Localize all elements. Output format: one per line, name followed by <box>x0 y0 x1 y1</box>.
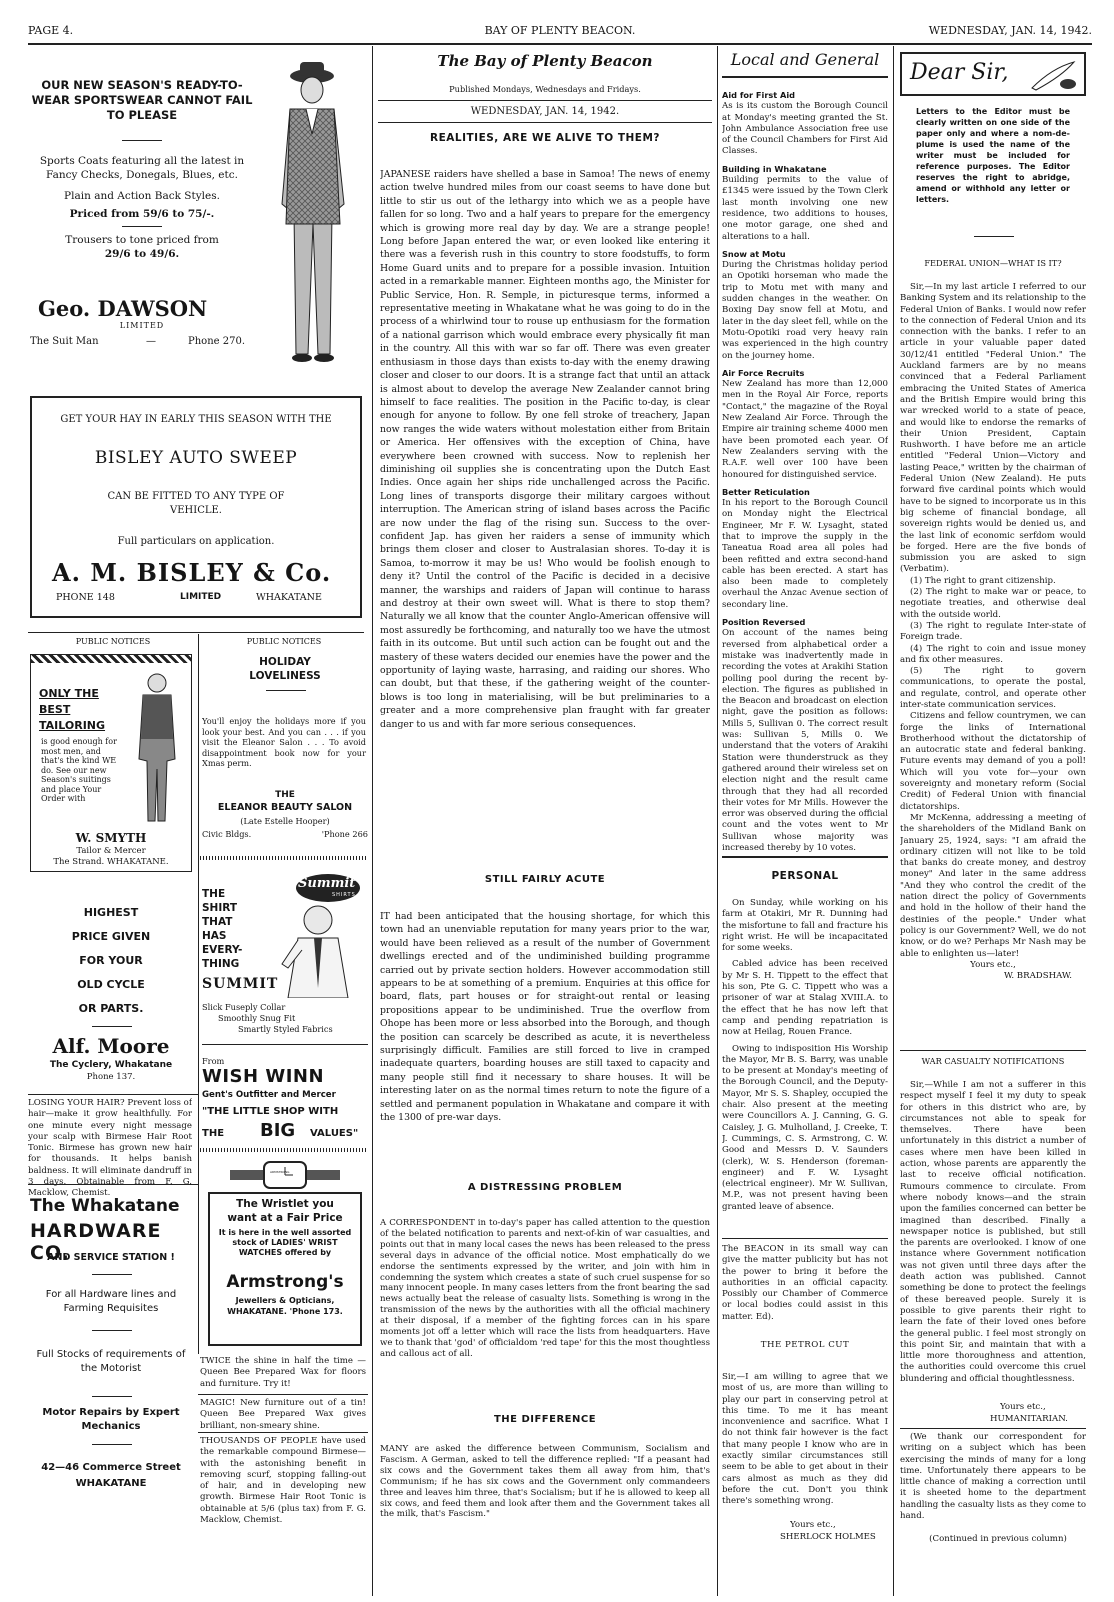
moore-sub: The Cyclery, Whakatane <box>49 1060 173 1070</box>
winn-word-1: THE <box>202 888 226 900</box>
watch-label: ARMSTRONG <box>270 1170 290 1174</box>
war-yours: Yours etc., <box>1000 1402 1046 1412</box>
editorial-date: WEDNESDAY, JAN. 14, 1942. <box>470 106 620 117</box>
personal-item: On Sunday, while working on his farm at Otakiri, Mr R. Dunning had the misfortune to fall and fracture his right wrist. He will be incapacitated for some weeks. <box>722 898 888 954</box>
heading-petrol: THE PETROL CUT <box>760 1340 850 1350</box>
dawson-short-rule <box>122 140 162 141</box>
smyth-addr: The Strand. WHAKATANE. <box>53 857 169 867</box>
hardware-rule-a <box>92 1274 132 1275</box>
bisley-line-4: Full particulars on application. <box>117 536 275 547</box>
dawson-phone: Phone 270. <box>188 336 245 347</box>
moore-line-1: HIGHEST <box>83 906 139 919</box>
quill-pen-icon <box>1028 58 1078 92</box>
bisley-limited: LIMITED <box>180 592 222 602</box>
salon-rule <box>266 690 306 691</box>
winn-detail-3: Smartly Styled Fabrics <box>238 1024 333 1034</box>
letters-intro: Letters to the Editor must be clearly written on one side of the paper only and where a nom-de-plume is used the name of the writer must be included for reference purposes. The Editor reserves the right to abridge, amend or withhold any letter or letters. <box>916 107 1070 204</box>
smyth-line-1: ONLY THE <box>39 687 99 700</box>
moore-name: Alf. Moore <box>52 1034 170 1058</box>
twice-notice: TWICE the shine in half the time —Queen Bee Prepared Wax for floors and furniture. Try it! <box>200 1356 366 1389</box>
moore-line-4: OLD CYCLE <box>77 978 145 991</box>
letter-paragraph: Mr McKenna, addressing a meeting of the shareholders of the Midland Bank on January 25, 1924, says: "I am afraid the ordinary citizen will not like to be told that banks do create money, and destroy money" And later in the same address "And they who control the credit of the nation direct the policy of Governments and hold in the hollow of their hand the destinies of the people." Under what policy is our Government? Well, we do not know, or do we? Perhaps Mr Nash may be able to enlighten us—later! <box>900 812 1086 959</box>
page-header <box>28 24 1092 42</box>
item-heading: Air Force Recruits <box>722 367 805 378</box>
man-in-suit-illustration <box>260 54 360 370</box>
bisley-line-1: GET YOUR HAY IN EARLY THIS SEASON WITH THE <box>60 414 332 425</box>
twice-rule <box>198 1394 368 1395</box>
editorial-date-rule <box>378 122 712 123</box>
salon-body: You'll enjoy the holidays more if you look your best. And you can . . . if you visit the Eleanor Salon . . . To avoid disappointment book now for your Xmas perm. <box>202 716 366 768</box>
dawson-line-3: Priced from 59/6 to 75/-. <box>69 208 215 220</box>
winn-from: From <box>202 1056 225 1066</box>
armstrong-town: WHAKATANE. 'Phone 173. <box>227 1307 343 1316</box>
salon-civic: Civic Bldgs. <box>202 829 252 839</box>
hardware-line-7: 42—46 Commerce Street <box>41 1462 181 1473</box>
letter-signature: W. BRADSHAW. <box>1004 971 1072 982</box>
dear-sir-script: Dear Sir, <box>910 60 1009 85</box>
public-notices-label-2: PUBLIC NOTICES <box>246 637 322 646</box>
winn-word-3: THAT <box>202 916 233 928</box>
bisley-line-2: BISLEY AUTO SWEEP <box>94 448 298 468</box>
winn-brand: SUMMIT <box>202 976 279 992</box>
armstrong-heading-1: The Wristlet you <box>236 1198 334 1210</box>
header-date: WEDNESDAY, JAN. 14, 1942. <box>928 24 1092 37</box>
moore-rule <box>92 1026 132 1027</box>
moore-line-2: PRICE GIVEN <box>71 930 151 943</box>
hair-notice: LOSING YOUR HAIR? Prevent loss of hair—make it grow healthfully. For one minute every night message your scalp with Birmese Hair Root Tonic. Birmese has grown new hair for thousands. It helps banish baldness. It will eliminate dandruff in 3 days. Obtainable from F. G. Macklow, Chemist. <box>28 1098 192 1199</box>
item-body: Building permits to the value of £1345 were issued by the Town Clerk last month involving one new residence, two additions to houses, one motor garage, one shed and alterations to a hall. <box>722 175 888 242</box>
dawson-name: Geo. DAWSON <box>38 296 208 321</box>
winn-word-5: EVERY- <box>202 944 243 956</box>
smyth-ad <box>30 654 192 872</box>
hardware-rule-c <box>92 1396 132 1397</box>
hardware-line-3: AND SERVICE STATION ! <box>47 1252 175 1263</box>
letter-paragraph: Sir,—In my last article I referred to our Banking System and its relationship to the Federal Union of Banks. I would now refer to the connection of Federal Union and its connection with the banks. I refer to an article in your valuable paper dated 30/12/41 entitled "Federal Union." The Auckland farmers are by no means convinced that a Federal Parliament embracing the United States of America and the British Empire would bring this war wrecked world to a state of peace, and would like to endorse the remarks of their Union President, Captain Rushworth. I have before me an article entitled "Federal Union—Victory and lasting Peace," written by the chairman of Federal Union (New Zealand). He puts forward five cardinal points which would have to be signed to incorporate us in this big scheme of financial bondage, all sovereign rights would be denied us, and the last link of economic serfdom would be forged. Here are the five bonds of submission you are asked to sign (Verbatim). <box>900 282 1086 575</box>
smyth-line-3: TAILORING <box>39 719 106 732</box>
notices-divider <box>198 634 199 1354</box>
winn-sub: Gent's Outfitter and Mercer <box>202 1090 336 1100</box>
hardware-line-5: Full Stocks of requirements of the Motorist <box>36 1349 186 1374</box>
dawson-ad <box>28 50 364 370</box>
armstrong-sub: Jewellers & Opticians, <box>235 1296 335 1305</box>
heading-acute: STILL FAIRLY ACUTE <box>484 874 606 885</box>
hardware-line-1: The Whakatane <box>30 1196 180 1216</box>
winn-ad <box>202 866 368 1162</box>
editor-note: The BEACON in its small way can give the matter publicity but has not the power to bring it before the authorities in an official capacity. Possibly our Chamber of Commerce or local bodies could assist in this matter. Ed). <box>722 1244 888 1322</box>
salon-the: THE <box>275 790 295 800</box>
smyth-body: is good enough for most men, and that's the kind WE do. See our new Season's suitings and place Your Order with <box>41 737 117 803</box>
letter-paragraph: (2) The right to make war or peace, to negotiate treaties, and otherwise deal with the outside world. <box>900 587 1086 620</box>
magic-notice: MAGIC! New furniture out of a tin! Queen Bee Prepared Wax gives brilliant, non-smeary shine. <box>200 1398 366 1431</box>
editorial-realities: JAPANESE raiders have shelled a base in Samoa! The news of enemy action twelve hundred miles from our coast seems to have done but little to stir us out of the lethargy into which we as a people have fallen for so long. Two and a half years to prepare for the emergency which is growing more real day by day. We are a strange people! Long before Japan entered the war, or even looked like entering it there was a feverish rush in this country to store foodstuffs, to form Home Guard units and to prepare for a possible invasion. Intuition acted in a remarkable manner. Eighteen months ago, the Minister for Public Service, Hon. R. Semple, in picturesque terms, informed a representative meeting in Whakatane what he was going to do in the process of a whirlwind tour to rouse up enthusiasm for the formation of a national garrison which would embrace every physically fit man in the country. All this with war so far off. There was even greater enthusiasm in those days than exists to-day with the enemy drawing closer and closer to our doors. It is a strange fact that until an attack is almost about to develop the average New Zealander cannot bring himself to face realities. The position in the Pacific to-day, is clear enough for anyone to follow. By one fell stroke of treachery, Japan now ranges the wide waters without molestation either from Britain or America. Her offensives with the exception of China, have everywhere been crowned with success. Now to replenish her diminishing oil supplies she is concentrating upon the Dutch East Indies. Once again her ships ride unchallenged across the Pacific. Long lines of transports disgorge their military cargoes without interruption. The American string of island bases across the Pacific are now under the flag of the rising sun. Success to the over-confident Jap. has given her raiders a sense of immunity which brings them closer and closer to Australasian shores. To-day it is Samoa, to-morrow it may be us! Who would be foolish enough to deny it? Until the control of the Pacific is decided in a decisive manner, the warships and raiders of Japan will continue to harass and destroy at their own sweet will. What is there to stop them? Naturally we all know that the counter Anglo-American offensive will most assuredly be forthcoming, and naturally too we have the utmost faith in its outcome. But until such action can be fought out and the mastery of these waters decided our enemies have the power and the opportunity of laying waste, harrasing, and raiding our shores. Who can doubt, but that these, if the gathering weight of the counter-blows is too long in materialising, will be but preliminaries to a greater and a more comprehensive plan fraught with far greater danger to us and with far more serious consequences. <box>380 169 710 730</box>
bisley-line-3: CAN BE FITTED TO ANY TYPE OF VEHICLE. <box>107 491 285 516</box>
winn-logo: Summit <box>298 876 356 891</box>
winn-detail-2: Smoothly Snug Fit <box>218 1013 296 1023</box>
note-rule <box>722 1238 888 1239</box>
moore-line-3: FOR YOUR <box>79 954 143 967</box>
bisley-ad <box>30 396 362 618</box>
item-heading: Position Reversed <box>722 617 806 628</box>
dawson-dash: — <box>146 336 156 347</box>
page-number: PAGE 4. <box>28 24 74 37</box>
petrol-signature: SHERLOCK HOLMES <box>780 1532 876 1542</box>
personal-items <box>722 898 888 1213</box>
winn-slogan-2b: BIG <box>260 1120 296 1141</box>
local-general-items <box>722 84 888 854</box>
war-signature: HUMANITARIAN. <box>990 1414 1068 1424</box>
salon-heading-2: LOVELINESS <box>249 670 321 682</box>
hardware-line-4: For all Hardware lines and Farming Requisites <box>45 1289 177 1314</box>
hair-rule <box>28 1094 198 1095</box>
column-rule-3 <box>893 46 894 1596</box>
hardware-rule <box>28 1184 198 1185</box>
item-body: On account of the names being reversed from alphabetical order a mistake was inadvertently made in recording the votes at Arakihi Station polling pool during the recent by-election. The figures as published in the Beacon and broadcast on election night, gave the position as follows: Mills 5, Sullivan 0. The correct result was: Sullivan 5, Mills 0. We understand that the voters of Arakihi Station were thunderstruck as they gathered around their wireless set on election night and the result came through that they had all recorded their votes for Mr Mills. However the error was observed during the official count and the votes went to Mr Sullivan whose majority was increased thereby by 10 votes. <box>722 628 888 853</box>
dawson-headline: OUR NEW SEASON'S READY-TO-WEAR SPORTSWEAR CANNOT FAIL TO PLEASE <box>31 78 253 122</box>
letter-paragraph: (5) The right to govern communications, to operate the postal, and regulate, control, and operate other inter-state communication services. <box>900 666 1086 710</box>
winn-slogan-1: "THE LITTLE SHOP WITH <box>202 1106 339 1117</box>
letter-paragraph: (3) The right to regulate Inter-state of Foreign trade. <box>900 620 1086 643</box>
letter-yours: Yours etc., <box>970 959 1016 970</box>
heading-difference: THE DIFFERENCE <box>493 1414 597 1425</box>
local-general-title: Local and General <box>730 50 880 69</box>
dawson-line-1: Sports Coats featuring all the latest in Fancy Checks, Donegals, Blues, etc. <box>39 155 245 181</box>
masthead-rule <box>378 100 712 101</box>
item-body: As is its custom the Borough Council at Monday's meeting granted the St. John Ambulance Association free use of the Council Chambers for First Aid Classes. <box>722 101 888 157</box>
letter-paragraph: (4) The right to coin and issue money and fix other measures. <box>900 643 1086 665</box>
hardware-line-8: WHAKATANE <box>75 1478 147 1489</box>
salon-name: ELEANOR BEAUTY SALON <box>217 802 353 813</box>
dawson-line-5: 29/6 to 49/6. <box>104 248 180 260</box>
local-title-rule <box>722 76 888 78</box>
dawson-short-rule-2 <box>122 226 162 227</box>
armstrong-ad <box>202 1156 368 1352</box>
war-letter: Sir,—While I am not a sufferer in this respect myself I feel it my duty to speak for others in this district who are, by circumstances not able to speak for themselves. There have been unfortunately in this district a number of cases where men have been killed in action, whose parents are apparently the last to receive official notification. Rumours commence to circulate. From where nobody knows—and the strain upon the families concerned can better be imagined than described. Finally a newspaper notice is published, but still the parents are overlooked. I know of one instance where Government notification was not given until three days after the death action was published. Cannot something be done to protect the feelings of these bereaved people. Surely it is possible to give parents their right to learn the fate of their loved ones before the general public. I feel most strongly on this point Sir, and maintain that with a little more thoroughness and attention, the authorities could overcome this cruel blundering and official thoughtlessness. <box>900 1080 1086 1384</box>
smyth-sub: Tailor & Mercer <box>76 846 146 856</box>
heading-war: WAR CASUALTY NOTIFICATIONS <box>921 1056 1065 1066</box>
armstrong-heading-2: want at a Fair Price <box>227 1212 343 1224</box>
heading-federal: FEDERAL UNION—WHAT IS IT? <box>924 258 1062 268</box>
item-body: In his report to the Borough Council on Monday night the Electrical Engineer, Mr F. W. Lysaght, stated that to improve the supply in the Taneatua Road area all poles had been refitted and extra second-hand cable has been erected. A start has also been made to completely overhaul the Anzac Avenue section of secondary line. <box>722 498 888 610</box>
smyth-border-top <box>31 655 191 663</box>
hardware-rule-b <box>92 1330 132 1331</box>
paper-name: BAY OF PLENTY BEACON. <box>484 24 636 37</box>
moore-ad <box>28 890 194 1090</box>
dawson-limited: LIMITED <box>119 321 165 330</box>
notices-rule-1 <box>28 632 364 633</box>
winn-word-4: HAS <box>202 930 227 942</box>
letter-paragraph: Citizens and fellow countrymen, we can forge the links of International Brotherhood without the dictatorship of an autocratic state and federal banking. Future events may demand of you a poll! Which will you vote for—your own sovereignty and monetary reform (Social Credit) of Federal Union with financial dictatorships. <box>900 711 1086 812</box>
winn-word-2: SHIRT <box>202 902 238 914</box>
editorial-acute: IT had been anticipated that the housing shortage, for which this town had an unenviable reputation for many years prior to the war, would have been relieved as a result of the number of Government dwellings erected and of the undiminished building programme carried out by private section holders. However accommodation still appears to be at something of a premium. Enquiries at this office for board, flats, part houses or for straight-out rental or leasing propositions appear to be undiminished. True the overflow from Ohope has been more or less absorbed into the Borough, and though the position can scarcely be described as acute, it is nevertheless surprisingly difficult. Families are still forced to live in cramped inadequate quarters, boarding houses are still taxed to capacity and many people still find it necessary to share houses. It will be interesting later on as the normal times return to note the figure of a settled and permanent population in Whakatane and compare it with the 1300 of pre-war days. <box>380 911 710 1124</box>
header-rule <box>28 43 1092 45</box>
hardware-ad <box>28 1190 194 1530</box>
winn-name: WISH WINN <box>202 1066 325 1087</box>
armstrong-name: Armstrong's <box>226 1272 344 1292</box>
salon-late: (Late Estelle Hooper) <box>240 816 330 826</box>
wristwatch-illustration <box>230 1160 340 1190</box>
moore-phone: Phone 137. <box>86 1072 136 1082</box>
bisley-town: WHAKATANE <box>256 592 322 603</box>
bisley-name: A. M. BISLEY & Co. <box>52 558 332 587</box>
salon-border-bottom <box>200 856 368 860</box>
column-rule-1 <box>372 46 373 1596</box>
winn-slogan-2c: VALUES" <box>310 1128 359 1139</box>
smyth-name: W. SMYTH <box>75 831 147 845</box>
magic-rule <box>198 1432 368 1433</box>
item-heading: Building in Whakatane <box>722 163 827 174</box>
dawson-suit: The Suit Man <box>30 336 99 347</box>
intro-rule <box>974 236 1014 237</box>
continued-note: (Continued in previous column) <box>929 1534 1067 1544</box>
moore-line-5: OR PARTS. <box>78 1002 144 1015</box>
editor-reply: (We thank our correspondent for writing on a subject which has been exercising the minds of many for a long time. Unfortunately there appears to be little chance of making a correction until it is sheeted home to the department handling the casualty lists as they come to hand. <box>900 1432 1086 1522</box>
letter-paragraph: (1) The right to grant citizenship. <box>910 575 1056 586</box>
petrol-yours: Yours etc., <box>790 1520 836 1530</box>
armstrong-body: It is here in the well assorted stock of LADIES' WRIST WATCHES offered by <box>218 1228 352 1257</box>
item-heading: Aid for First Aid <box>722 90 796 100</box>
dawson-line-2: Plain and Action Back Styles. <box>64 190 220 202</box>
column-rule-2 <box>717 46 718 1596</box>
salon-heading-1: HOLIDAY <box>259 656 311 668</box>
hardware-line-6: Motor Repairs by Expert Mechanics <box>42 1407 180 1432</box>
petrol-letter: Sir,—I am willing to agree that we most of us, are more than willing to play our part in conserving petrol at this time. To me it has meant inconvenience and sacrifice. What I do not think fair however is the fact that many people I know who are in exactly similar circumstances still seem to be able to get about in their cars almost as much as they did before the cut. Don't you think there's something wrong. <box>722 1372 888 1507</box>
bisley-phone: PHONE 148 <box>56 592 115 603</box>
item-heading: Better Reticulation <box>722 486 810 497</box>
hardware-rule-d <box>92 1444 132 1445</box>
winn-slogan-2a: THE <box>202 1128 225 1139</box>
salon-phone: 'Phone 266 <box>321 829 368 839</box>
hardware-line-2: HARDWARE CO. <box>30 1220 162 1264</box>
heading-personal: PERSONAL <box>771 870 839 882</box>
dawson-line-4: Trousers to tone priced from <box>65 234 219 246</box>
personal-item: Owing to indisposition His Worship the Mayor, Mr B. S. Barry, was unable to be present at Monday's meeting of the Borough Council, and the Deputy-Mayor, Mr S. S. Shapley, occupied the chair. Also present at the meeting were Councillors A. J. Canning, G. G. Caisley, J. G. Mulholland, J. Creeke, T. J. Cummings, C. S. Armstrong, C. W. Good and Messrs D. V. Saunders (clerk), W. S. Henderson (foreman-engineer) and F. W. Lysaght (electrical engineer). Mr W. Sullivan, M.P., was not present having been granted leave of absence. <box>722 1043 888 1212</box>
published-days: Published Mondays, Wednesdays and Fridays. <box>449 84 641 94</box>
winn-rule <box>202 1044 368 1045</box>
winn-border-bottom <box>200 1148 368 1152</box>
thousands-notice: THOUSANDS OF PEOPLE have used the remarkable compound Birmese—with the astonishing benefit in removing scurf, stopping falling-out of hair, and in developing new growth. Birmese Hair Root Tonic is obtainable at 5/6 (plus tax) from F. G. Macklow, Chemist. <box>200 1436 366 1526</box>
public-notices-label-1: PUBLIC NOTICES <box>75 637 151 646</box>
ed-rule <box>900 1428 1086 1429</box>
personal-rule <box>722 856 888 858</box>
salon-ad <box>202 652 368 852</box>
war-rule <box>900 1050 1086 1051</box>
masthead: The Bay of Plenty Beacon <box>437 52 653 70</box>
item-body: New Zealand has more than 12,000 men in the Royal Air Force, reports "Contact," the magazine of the Royal New Zealand Air Force. Through the Empire air training scheme 4000 men have been promoted each year. Of New Zealanders serving with the R.A.F. well over 100 have been honoured for distinguished service. <box>722 379 888 480</box>
dear-sir-box <box>900 52 1086 96</box>
smyth-line-2: BEST <box>39 703 71 716</box>
item-body: During the Christmas holiday period an Opotiki horseman who made the trip to Motu met with many and sudden changes in the weather. On Boxing Day snow fell at Motu, and later in the day sleet fell, while on the Motu-Opotiki road very heavy rain was experienced in the high country on the journey home. <box>722 260 888 361</box>
personal-item: Cabled advice has been received by Mr S. H. Tippett to the effect that his son, Pte G. C. Tippett who was a prisoner of war at Stalag XVIII.A. to the effect that he has now left that camp and pending repatriation is now at Heilag, Rouen France. <box>722 959 888 1038</box>
winn-detail-1: Slick Fuseply Collar <box>202 1002 286 1012</box>
federal-letter <box>900 282 1086 982</box>
winn-word-6: THING <box>202 958 240 970</box>
item-heading: Snow at Motu <box>722 248 786 259</box>
winn-logo-sub: SHIRTS <box>332 892 356 898</box>
armstrong-box <box>208 1192 362 1346</box>
heading-distressing: A DISTRESSING PROBLEM <box>467 1182 623 1193</box>
heading-realities: REALITIES, ARE WE ALIVE TO THEM? <box>430 132 660 144</box>
tailor-figure-illustration <box>127 669 187 829</box>
editorial-distressing: A CORRESPONDENT in to-day's paper has called attention to the question of the belated notification to parents and next-of-kin of war casualties, and points out that in many local cases the news has been released to the press several days in advance of the official notice. Most emphatically do we endorse the sentiments expressed by the writer, and join with him in condemning the system which creates a state of such cruel suspense for so many innocent people. In many cases letters from the front bearing the sad news actually beat the release of casualty lists. Something is wrong in the transmission of the news by the authorities with all the official machinery at their disposal, if a member of the fighting forces can in his spare moments jot off a letter which will race the lists from headquarters. Have we to thank that 'god' of officialdom 'red tape' for this the most thoughtless and callous act of all. <box>380 1218 710 1359</box>
editorial-difference: MANY are asked the difference between Communism, Socialism and Fascism. A German, asked to tell the difference replied: "If a peasant had six cows and the Government takes them all away from him, that's Communism; if he has six cows and the Government only commandeers three and leaves him three, that's Socialism; but if he is allowed to keep all six cows, and feed them and look after them and the Government takes all the milk, that's Fascism." <box>380 1444 710 1520</box>
